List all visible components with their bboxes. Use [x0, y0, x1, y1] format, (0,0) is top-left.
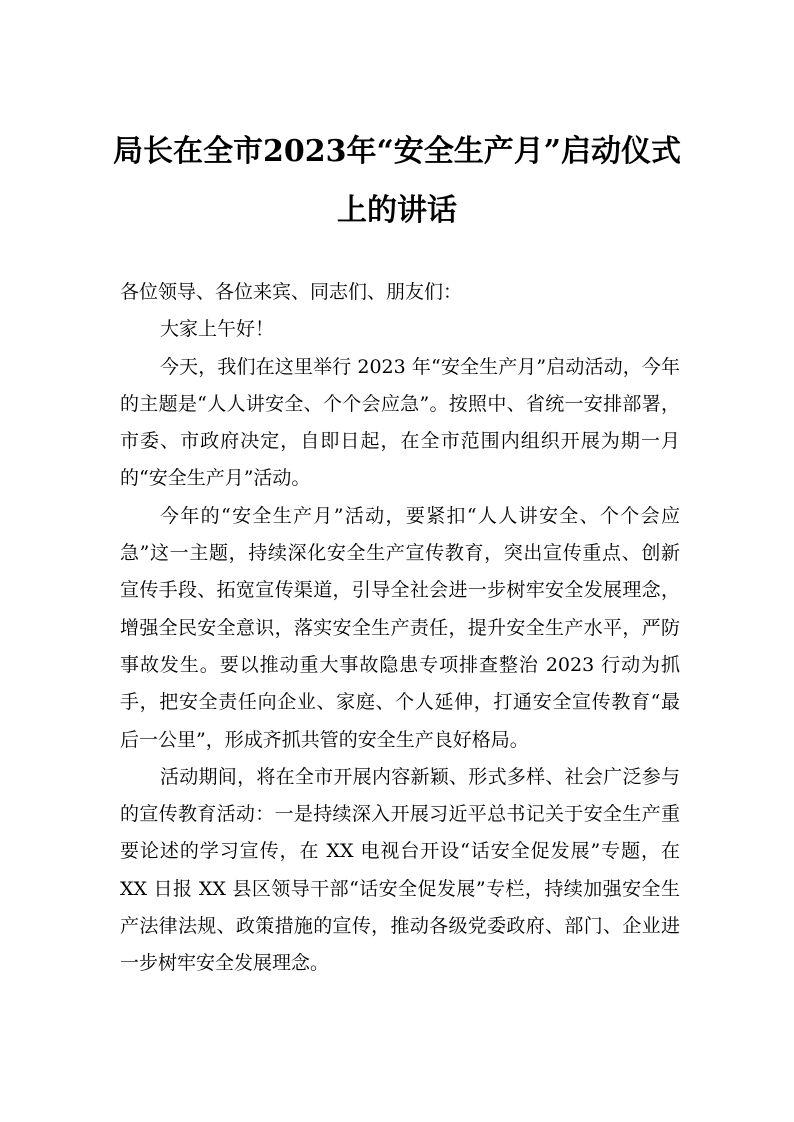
document-title-line-2: 上的讲话 — [337, 193, 457, 228]
paragraph-1: 大家上午好！ — [160, 318, 275, 341]
greeting: 各位领导、各位来宾、同志们、朋友们： — [120, 281, 463, 303]
paragraph-2: 今天，我们在这里举行 2023 年“安全生产月”启动活动，今年的主题是“人人讲安全、个个会应急”。按照中、省统一安排部署，市委、市政府决定，自即日起，在全市范围内组织开展为期一月的“安全生产月”活动。 — [120, 355, 680, 490]
paragraph-3: 今年的“安全生产月”活动，要紧扣“人人讲安全、个个会应急”这一主题，持续深化安全生产宣传教育，突出宣传重点、创新宣传手段、拓宽宣传渠道，引导全社会进一步树牢安全发展理念，增强全民安全意识，落实安全生产责任，提升安全生产水平，严防事故发生。要以推动重大事故隐患专项排查整治 2023 行动为抓手，把安全责任向企业、家庭、个人延伸，打通安全宣传教育“最后一公里”，形成齐抓共管的安全生产良好格局。 — [120, 504, 680, 751]
document-title-line-1: 局长在全市2023年“安全生产月”启动仪式 — [112, 134, 681, 169]
document-body — [120, 274, 680, 983]
paragraph-4: 活动期间，将在全市开展内容新颖、形式多样、社会广泛参与的宣传教育活动：一是持续深入开展习近平总书记关于安全生产重要论述的学习宣传，在 XX 电视台开设“话安全促发展”专题，在 XX 日报 XX 县区领导干部“话安全促发展”专栏，持续加强安全生产法律法规、政策措施的宣传，推动各级党委政府、部门、企业进一步树牢安全发展理念。 — [120, 765, 680, 975]
